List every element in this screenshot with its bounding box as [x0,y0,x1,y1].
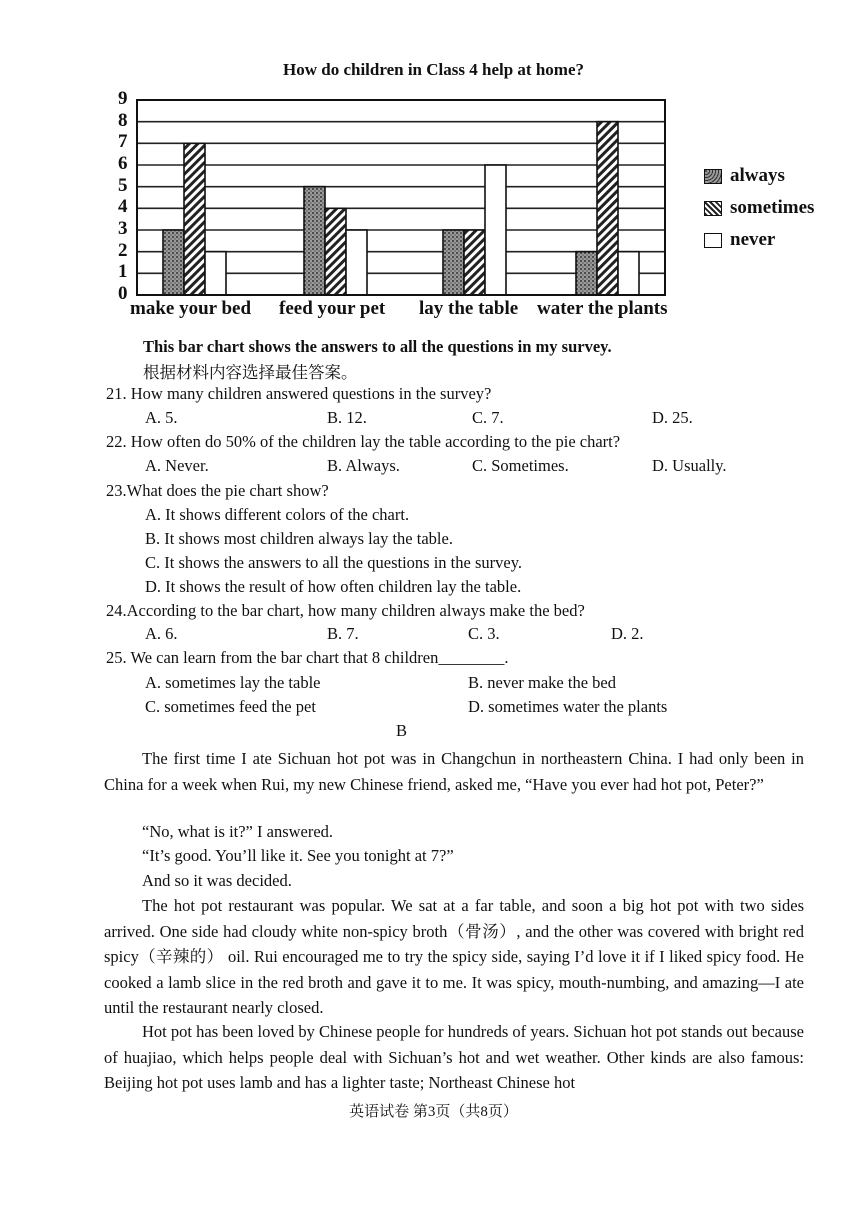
bar-feed-your-pet-always [304,187,325,295]
q24-option-d: D. 2. [611,624,644,643]
legend-swatch-sometimes [704,201,722,216]
x-label-water-the-plants: water the plants [537,298,668,319]
q21-option-b: B. 12. [327,408,367,427]
question-24: 24.According to the bar chart, how many children always make the bed? [106,601,585,620]
q23-option-a: A. It shows different colors of the chart. [145,505,410,524]
instruction: 根据材料内容选择最佳答案。 [143,363,358,382]
bar-lay-the-table-always [443,230,464,295]
q25-option-a: A. sometimes lay the table [145,673,321,692]
passage-paragraph-1: The first time I ate Sichuan hot pot was in Changchun in northeastern China. I had only been in China for a week when Rui, my new Chinese friend, asked me, “Have you ever had hot pot, Peter?” [104,749,804,794]
legend-always [704,165,785,187]
chart-caption: This bar chart shows the answers to all the questions in my survey. [143,337,612,356]
legend-label-sometimes: sometimes [730,197,815,218]
q23-option-c: C. It shows the answers to all the questions in the survey. [145,553,523,572]
q21-option-c: C. 7. [472,408,504,427]
passage-paragraph-3: “It’s good. You’ll like it. See you tonight at 7?” [142,846,454,865]
passage-paragraph-5: The hot pot restaurant was popular. We sat at a far table, and soon a big hot pot with two sides arrived. One side had cloudy white non-spicy broth（骨汤）, and the other was covered with bright red spicy（辛辣的） oil. Rui encouraged me to try the spicy side, saying I’d love it if I liked spicy food. He cooked a lamb slice in the red broth and gave it to me. It was spicy, mouth-numbing, and amazing—I ate until the restaurant nearly closed. [104,896,804,1017]
q24-option-a: A. 6. [145,624,178,643]
bar-make-your-bed-sometimes [184,143,205,295]
y-tick-8: 8 [118,109,128,131]
q25-option-d: D. sometimes water the plants [468,697,668,716]
legend-swatch-never [704,233,722,248]
legend-never [704,229,775,251]
y-tick-2: 2 [118,239,128,261]
y-tick-0: 0 [118,283,128,304]
q21-option-a: A. 5. [145,408,178,427]
q24-option-b: B. 7. [327,624,359,643]
y-tick-9: 9 [118,88,128,109]
bar-make-your-bed-never [205,252,226,295]
x-label-lay-the-table: lay the table [419,298,519,319]
x-label-feed-your-pet: feed your pet [279,298,386,319]
page-footer: 英语试卷 第3页（共8页） [349,1104,518,1120]
legend-swatch-always [704,169,722,184]
q22-option-a: A. Never. [145,456,209,475]
question-23: 23.What does the pie chart show? [106,481,329,500]
y-tick-6: 6 [118,153,128,174]
chart-title: How do children in Class 4 help at home? [282,60,584,79]
section-heading-b: B [396,721,408,740]
legend-label-always: always [730,165,785,186]
question-21: 21. How many children answered questions in the survey? [106,384,492,403]
y-tick-4: 4 [118,196,128,218]
chart-gridlines [137,100,665,273]
legend-label-never: never [730,229,776,250]
bar-feed-your-pet-sometimes [325,208,346,295]
bar-feed-your-pet-never [346,230,367,295]
passage-paragraph-2: “No, what is it?” I answered. [142,822,334,841]
bar-lay-the-table-never [485,165,506,295]
bar-water-the-plants-sometimes [597,122,618,295]
bar-water-the-plants-always [576,252,597,295]
q22-option-c: C. Sometimes. [472,456,569,475]
q22-option-b: B. Always. [327,456,400,475]
legend-sometimes [704,197,814,219]
bar-water-the-plants-never [618,252,639,295]
y-tick-1: 1 [118,261,128,283]
question-22: 22. How often do 50% of the children lay the table according to the pie chart? [106,432,621,451]
q24-option-c: C. 3. [468,624,500,643]
q23-option-b: B. It shows most children always lay the table. [145,529,453,548]
y-tick-5: 5 [118,174,128,196]
q22-option-d: D. Usually. [652,456,727,475]
q25-option-b: B. never make the bed [468,673,616,692]
y-tick-3: 3 [118,218,128,239]
passage-paragraph-6: Hot pot has been loved by Chinese people for hundreds of years. Sichuan hot pot stands out because of huajiao, which helps people deal with Sichuan’s hot and wet weather. Other kinds are also famous: Beijing hot pot uses lamb and has a lighter taste; Northeast Chinese hot [104,1022,804,1092]
q23-option-d: D. It shows the result of how often children lay the table. [145,577,522,596]
q25-option-c: C. sometimes feed the pet [145,697,316,716]
bar-make-your-bed-always [163,230,184,295]
x-label-make-your-bed: make your bed [130,298,252,319]
passage-paragraph-4: And so it was decided. [142,871,292,890]
bar-lay-the-table-sometimes [464,230,485,295]
y-tick-7: 7 [118,131,128,153]
question-25: 25. We can learn from the bar chart that 8 children________. [106,648,509,667]
q21-option-d: D. 25. [652,408,693,427]
